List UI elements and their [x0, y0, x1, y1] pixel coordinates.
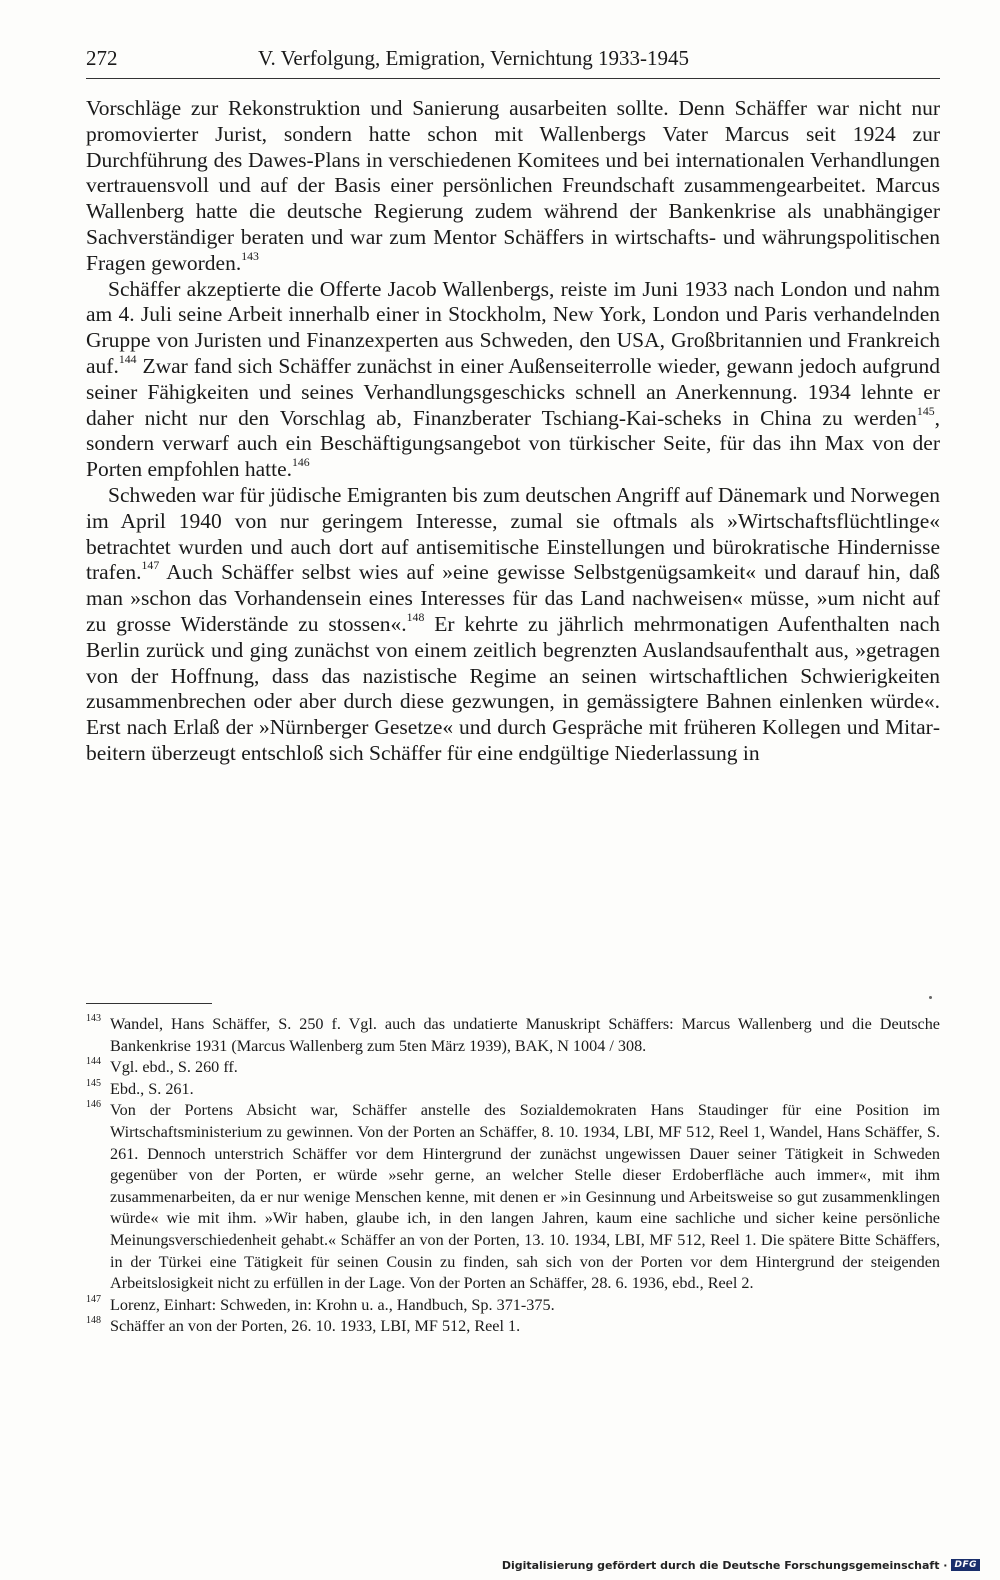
main-text — [86, 96, 940, 767]
header-rule — [86, 78, 940, 79]
footnote-number: 144 — [86, 1056, 101, 1068]
paragraph-2-text-a: Schäffer akzeptierte die Offerte Jacob Wallenbergs, reiste im Juni 1933 nach London und nahm am 4. Juli seine Arbeit innerhalb einer in Stockholm, New York, London und Paris verhandelnden Gruppe von Juristen und Finanzexperten aus Schweden, den USA, Großbritannien und Frankreich auf. — [86, 276, 940, 378]
footnote-text: Schäffer an von der Porten, 26. 10. 1933, LBI, MF 512, Reel 1. — [110, 1317, 521, 1336]
running-header — [86, 44, 938, 76]
footnote-separator — [86, 1003, 212, 1004]
footnote-ref-146[interactable]: 146 — [291, 455, 310, 470]
footnote-145 — [86, 1079, 940, 1101]
page-number: 272 — [86, 46, 118, 70]
paragraph-3-text-b: Auch Schäffer selbst wies auf »eine gewisse Selbstgenügsamkeit« und darauf hin, daß man »schon das Vorhandensein eines Interesses für das Land nachweisen« müsse, »um nicht auf zu grosse Widerstände zu stossen«. — [86, 560, 940, 636]
footnote-ref-144[interactable]: 144 — [118, 351, 137, 366]
footnote-number: 146 — [86, 1099, 101, 1111]
footnote-143 — [86, 1014, 940, 1057]
footnote-ref-147[interactable]: 147 — [141, 558, 160, 573]
footnote-147 — [86, 1295, 940, 1317]
footnote-number: 143 — [86, 1013, 101, 1024]
footnotes — [86, 1014, 940, 1338]
footnote-ref-145[interactable]: 145 — [916, 403, 935, 418]
footnote-text: Wandel, Hans Schäffer, S. 250 f. Vgl. auch das undatierte Manuskript Schäffers: Marcus Wallenberg und die Deutsche Bankenkrise 1931 (Marcus Wallenberg zum 5ten März 1939), BAK, N 1004 / 308. — [110, 1015, 940, 1055]
paragraph-3-text-a: Schweden war für jüdische Emigranten bis zum deutschen Angriff auf Dänemark und Norwegen im April 1940 von nur geringem Interesse, zumal sie oftmals als »Wirtschaftsflüchtlinge« betrachtet wurden und auch dort auf antisemitische Einstellungen und bürokratische Hindernisse trafen. — [86, 482, 940, 585]
footnote-number: 147 — [86, 1293, 101, 1305]
digitization-text: Digitalisierung gefördert durch die Deutsche Forschungsgemeinschaft · — [501, 1558, 948, 1572]
paragraph-3 — [86, 483, 940, 767]
dfg-logo-icon: DFG — [951, 1559, 980, 1571]
footnote-146 — [86, 1100, 940, 1294]
paragraph-2-text-b: Zwar fand sich Schäffer zunächst in einer Außenseiterrolle wieder, gewann jedoch aufgrund seiner Fähigkeiten und seines Verhandlungsgeschicks schnell an Anerkennung. 1934 lehnte er daher nicht nur den Vorschlag ab, Finanzberater Tschiang-Kai-scheks in China zu werden — [86, 353, 940, 430]
footnote-148 — [86, 1316, 940, 1338]
footnote-number: 145 — [86, 1077, 101, 1089]
scan-speck — [929, 996, 932, 999]
footnote-text: Lorenz, Einhart: Schweden, in: Krohn u. a., Handbuch, Sp. 371-375. — [110, 1295, 555, 1314]
footnote-number: 148 — [86, 1315, 101, 1327]
footnote-text: Ebd., S. 261. — [110, 1079, 194, 1098]
footnote-text: Von der Portens Absicht war, Schäffer anstelle des Sozialdemokraten Hans Staudinger für eine Position im Wirtschaftsministerium zu gewinnen. Von der Porten an Schäffer, 8. 10. 1934, LBI, MF 512, Reel 1, Wandel, Hans Schäffer, S. 261. Dennoch unterstrich Schäffer vor dem Hintergrund der zunächst ungewissen Dauer seiner Tätigkeit in Schweden gegenüber von der Porten, er würde »sehr gerne, an welcher Stelle dieser Erdoberfläche auch immer«, mit ihm zusammenarbeiten, da er nur wenige Menschen kenne, mit denen er »in Gesinnung und Arbeitsweise so gut zusammenklingen würde« wie mit ihm. »Wir haben, glaube ich, in den langen Jahren, kaum eine sachliche und sicher keine persönliche Meinungsverschiedenheit gehabt.« Schäffer an von der Porten, 13. 10. 1934, LBI, MF 512, Reel 1. Die spätere Bitte Schäffers, in der Türkei eine Tätigkeit für seinen Cousin zu finden, sah sich von der Porten vor dem Hintergrund der steigenden Arbeitslosigkeit nicht zu erfüllen in der Lage. Von der Porten an Schäffer, 28. 6. 1936, ebd., Reel 2. — [110, 1101, 940, 1293]
footnote-ref-148[interactable]: 148 — [406, 609, 425, 624]
paragraph-2-text-c: , sondern verwarf auch ein Beschäftigungsangebot von türkischer Seite, für das ihn Max von der Porten empfohlen hatte. — [86, 405, 940, 482]
footnote-144 — [86, 1057, 940, 1079]
footnote-ref-143[interactable]: 143 — [241, 248, 259, 263]
paragraph-1 — [86, 96, 940, 277]
paragraph-3-text-c: Er kehrte zu jährlich mehrmonatigen Aufenthalten nach Berlin zurück und ging zunächst von einem zeitlich begrenzten Auslandsaufenthalt aus, »getragen von der Hoffnung, dass das nazistische Regime an seinen wirtschaftlichen Schwierigkeiten zusammenbrechen oder aber durch diese gezwungen, in gemässigtere Bahnen einlenken würde«. Erst nach Erlaß der »Nürnberger Gesetze« und durch Gespräche mit früheren Kollegen und Mitarbeitern überzeugt entschloß sich Schäffer für eine endgültige Niederlassung in — [86, 611, 940, 765]
paragraph-1-text: Vorschläge zur Rekonstruktion und Sanierung ausarbeiten sollte. Denn Schäffer war nicht nur promovierter Jurist, sondern hatte schon mit Wallenbergs Vater Marcus seit 1924 zur Durchführung des Dawes-Plans in verschiedenen Komitees und bei internationalen Verhandlungen vertrauensvoll und auf der Basis einer persönlichen Freundschaft zusammengearbeitet. Marcus Wallenberg hatte die deutsche Regierung zudem während der Bankenkrise als unabhängiger Sachverständiger beraten und war zum Mentor Schäffers in wirtschafts- und währungspolitischen Fragen geworden. — [86, 96, 940, 275]
paragraph-2 — [86, 277, 940, 483]
running-head-title: V. Verfolgung, Emigration, Vernichtung 1933-1945 — [258, 46, 690, 70]
digitization-credit — [502, 1556, 980, 1574]
footnote-text: Vgl. ebd., S. 260 ff. — [110, 1058, 238, 1077]
